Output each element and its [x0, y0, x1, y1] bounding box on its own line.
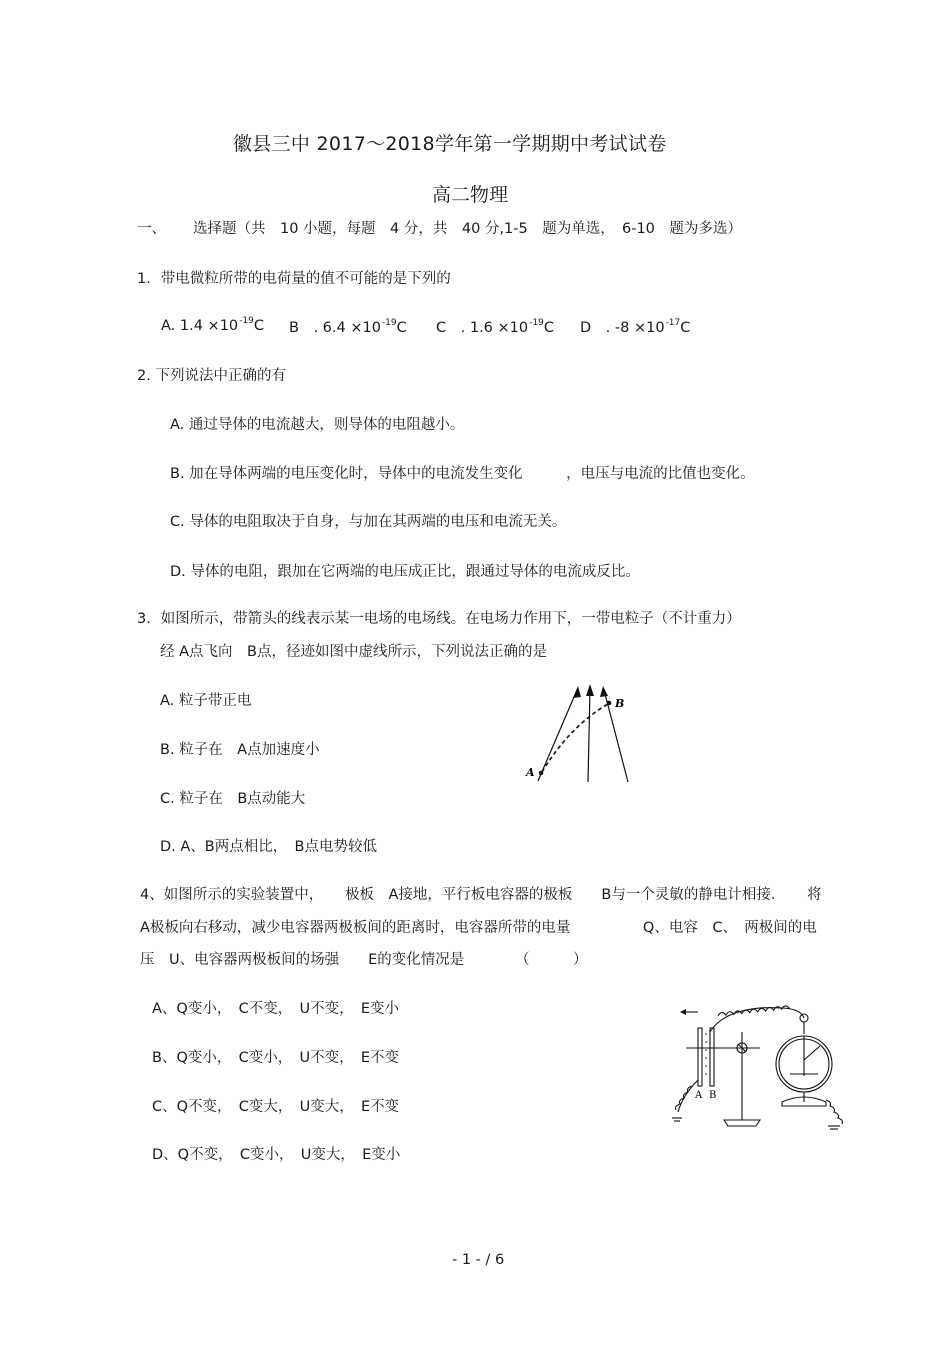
arrowhead-middle [586, 684, 594, 696]
question-4-option-d: D、Q不变， C变小， U变大， E变小 [152, 1147, 401, 1163]
question-3-stem-line1: 3．如图所示，带箭头的线表示某一电场的电场线。在电场力作用下，一带电粒子（不计重力） [137, 611, 741, 627]
exam-subtitle: 高二物理 [432, 184, 509, 206]
arrowhead-left [573, 686, 581, 698]
plate-a-label: A [695, 1090, 703, 1101]
question-4-stem-line1: 4、如图所示的实验装置中， 极板 A接地，平行板电容器的极板 B与一个灵敏的静电计相接． 将 [140, 887, 822, 903]
question-1-option-d: D . $-8 \times 10^{-17}C$ [580, 318, 691, 336]
question-4-stem-line2: A极板向右移动，减少电容器两极板间的距离时，电容器所带的电量 Q、电容 C、 两极间的电 [140, 920, 817, 936]
question-4-stem-line3: 压 U、电容器两极板间的场强 E的变化情况是 （ ） [140, 952, 588, 968]
stand-base [724, 1120, 760, 1126]
page-number: - 1 - / 6 [452, 1252, 505, 1268]
question-4-option-b: B、Q变小， C变小， U不变， E不变 [152, 1050, 400, 1066]
electric-field-figure [520, 676, 640, 788]
plate-b-label: B [709, 1090, 717, 1101]
question-1-option-a: A. $1.4 \times 10^{-19}C$ [161, 316, 264, 334]
point-a [539, 771, 544, 776]
question-2-option-d: D. 导体的电阻，跟加在它两端的电压成正比，跟通过导体的电流成反比。 [170, 564, 640, 580]
question-1-option-b: B . $6.4 \times 10^{-19}C$ [289, 318, 407, 336]
question-3-option-a: A. 粒子带正电 [160, 693, 252, 709]
section-number: 一、 [137, 221, 166, 237]
question-3-option-d: D. A、B两点相比， B点电势较低 [160, 839, 377, 855]
exam-title: 徽县三中 2017～2018学年第一学期期中考试试卷 [233, 133, 667, 155]
electrometer-needle [804, 1046, 820, 1060]
particle-trajectory [542, 704, 608, 772]
question-2-option-c: C. 导体的电阻取决于自身，与加在其两端的电压和电流无关。 [170, 514, 567, 530]
section-heading: 选择题（共 10 小题，每题 4 分，共 40 分,1-5 题为单选， 6-10 题为多选） [193, 221, 742, 237]
point-b-label: B [615, 697, 625, 710]
capacitor-apparatus-figure [662, 1002, 848, 1136]
question-1-stem: 1．带电微粒所带的电荷量的值不可能的是下列的 [137, 271, 451, 287]
point-b [607, 701, 612, 706]
field-line-left [538, 690, 577, 781]
question-4-option-c: C、Q不变， C变大， U变大， E不变 [152, 1099, 400, 1115]
plate-b [710, 1028, 714, 1086]
plate-a [698, 1028, 702, 1086]
question-4-option-a: A、Q变小， C不变， U不变， E变小 [152, 1001, 399, 1017]
question-1-option-c: C . $1.6 \times 10^{-19}C$ [436, 318, 554, 336]
arrowhead-right [600, 686, 608, 697]
coil-turns [718, 1005, 790, 1016]
question-3-option-b: B. 粒子在 A点加速度小 [160, 742, 320, 758]
question-2-option-a: A. 通过导体的电流越大，则导体的电阻越小。 [170, 417, 465, 433]
point-a-label: A [526, 766, 535, 779]
question-2-option-b: B. 加在导体两端的电压变化时，导体中的电流发生变化 ，电压与电流的比值也变化。 [170, 466, 755, 482]
question-3-stem-line2: 经 A点飞向 B点，径迹如图中虚线所示，下列说法正确的是 [160, 644, 547, 660]
field-line-middle [588, 688, 590, 782]
ground-coil-electrometer [826, 1100, 843, 1124]
question-3-option-c: C. 粒子在 B点动能大 [160, 791, 306, 807]
question-2-stem: 2. 下列说法中正确的有 [137, 368, 286, 384]
